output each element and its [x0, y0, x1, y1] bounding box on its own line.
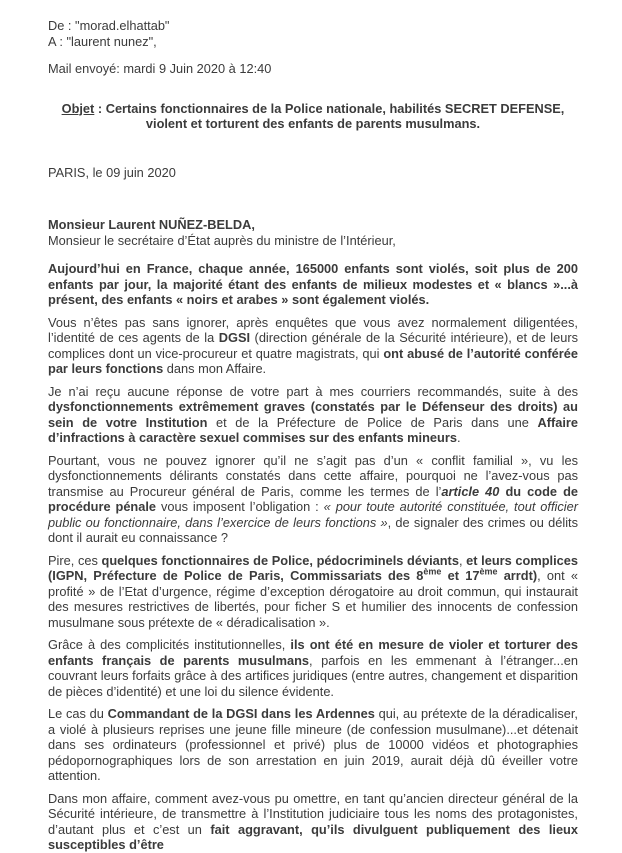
email-sent-date: Mail envoyé: mardi 9 Juin 2020 à 12:40 — [48, 61, 272, 76]
text-run: vous imposent l’obligation : — [156, 499, 324, 514]
text-run: , ont « profité » de l’Etat d’urgence, régime d’exception dérogatoire au droit commun, qui instaurait des mesures restrictives de libertés, pour ficher S et humilier des innocents de confession musulmane sous prétexte de « déradicalisation ». — [48, 568, 578, 630]
text-run: ont abusé de l’autorité conférée par leurs fonctions — [48, 345, 578, 376]
text-run: du code de procédure pénale — [48, 483, 579, 514]
text-run: arrdt) — [497, 568, 538, 583]
text-run: DGSI — [218, 330, 251, 345]
subject-label: Objet — [61, 100, 95, 116]
text-run: ils ont été en mesure de violer et torturer des enfants français de parents musulmans — [48, 637, 579, 668]
paragraph — [48, 384, 578, 446]
text-run: et leurs complices (IGPN, Préfecture de Police de Paris, Commissariats des 8 — [48, 552, 578, 583]
text-run: , de signaler des crimes ou délits dont il aurait eu connaissance ? — [48, 514, 578, 545]
spacer — [48, 49, 578, 61]
text-run: et 17 — [441, 568, 480, 583]
subject-line — [48, 101, 578, 132]
text-run: ème — [479, 566, 498, 577]
paragraph — [48, 791, 578, 853]
paragraph — [48, 553, 578, 631]
text-run: Grâce à des complicités institutionnelles, — [48, 637, 291, 652]
email-from: De : "morad.elhattab" — [48, 18, 170, 33]
recipient-name: Monsieur Laurent NUÑEZ-BELDA, — [48, 217, 255, 232]
paragraph — [48, 261, 578, 308]
text-run: Commandant de la DGSI dans les Ardennes — [107, 706, 375, 721]
email-to: A : "laurent nunez", — [48, 33, 157, 49]
paragraph — [48, 453, 578, 546]
text-run: « pour toute autorité constituée, tout officier public ou fonctionnaire, dans l’exercice de leurs fonctions » — [48, 499, 578, 530]
text-run: fait aggravant, qu’ils divulguent publiquement des lieux susceptibles d’être — [48, 821, 578, 852]
text-run: (direction générale de la Sécurité intérieure), et de leurs complices dont un vice-procureur et quatre magistrats, qui — [48, 330, 578, 361]
paragraph — [48, 706, 578, 784]
text-run: et de la Préfecture de Police de Paris dans une — [207, 414, 538, 430]
text-run: Pourtant, vous ne pouvez ignorer qu’il ne s’agit pas d’un « conflit familial », vu les dysfonctionnements délirants constatés dans cette affaire, pourquoi ne l’avez-vous pas transmise au Procureur général de Paris, comme les termes de l’ — [48, 452, 578, 499]
text-run: Dans mon affaire, comment avez-vous pu omettre, en tant qu’ancien directeur général de la Sécurité intérieure, de transmettre à l’Institution judiciaire tous les noms des protagonistes, d’autant plus et c’est un — [48, 790, 578, 837]
text-run: . — [456, 430, 461, 445]
text-run: ème — [423, 566, 442, 577]
text-run: Je n’ai reçu aucune réponse de votre part à mes courriers recommandés, suite à des — [48, 383, 578, 399]
text-run: , parfois en les emmenant à l’étranger...en couvrant leurs forfaits grâce à des artifices juridiques (entre autres, changement et disparition de pièces d’identité) et une loi du silence évidente. — [48, 652, 578, 699]
dateline: PARIS, le 09 juin 2020 — [48, 164, 176, 180]
subject-text: : Certains fonctionnaires de la Police nationale, habilités SECRET DEFENSE, violent et torturent des enfants de parents musulmans. — [94, 100, 565, 131]
text-run: Pire, ces — [48, 552, 102, 568]
paragraph — [48, 315, 578, 377]
text-run: Le cas du — [48, 706, 108, 721]
email-meta — [48, 18, 578, 77]
text-run: Vous n’êtes pas sans ignorer, après enquêtes que vous avez normalement diligentées, l’identité de ces agents de la — [48, 314, 578, 345]
paragraph — [48, 637, 578, 699]
text-run: , — [458, 552, 467, 568]
text-run: article 40 — [441, 483, 500, 499]
text-run: Affaire d’infractions à caractère sexuel commises sur des enfants mineurs — [48, 414, 578, 445]
recipient-title: Monsieur le secrétaire d’État auprès du ministre de l’Intérieur, — [48, 232, 396, 248]
text-run: Aujourd’hui en France, chaque année, 165000 enfants sont violés, soit plus de 200 enfants par jour, la majorité étant des enfants de milieux modestes et « blancs »...à présent, des enfants « noirs et arabes » sont également violés. — [48, 261, 578, 307]
text-run: dans mon Affaire. — [163, 361, 267, 376]
text-run: quelques fonctionnaires de Police, pédocriminels déviants — [101, 552, 459, 568]
letter-body — [48, 261, 578, 853]
text-run: qui, au prétexte de la déradicaliser, a violé à plusieurs reprises une jeune fille mineure (de confession musulmane)...et détenait dans ses ordinateurs (professionnel et privé) plus de 10000 vidéos et photographies pédopornographiques lors de son arrestation en juin 2019, aurait déjà dû éveiller votre attention. — [48, 706, 578, 783]
salutation — [48, 217, 578, 248]
text-run: dysfonctionnements extrêmement graves (constatés par le Défenseur des droits) au sein de votre Institution — [48, 399, 578, 430]
